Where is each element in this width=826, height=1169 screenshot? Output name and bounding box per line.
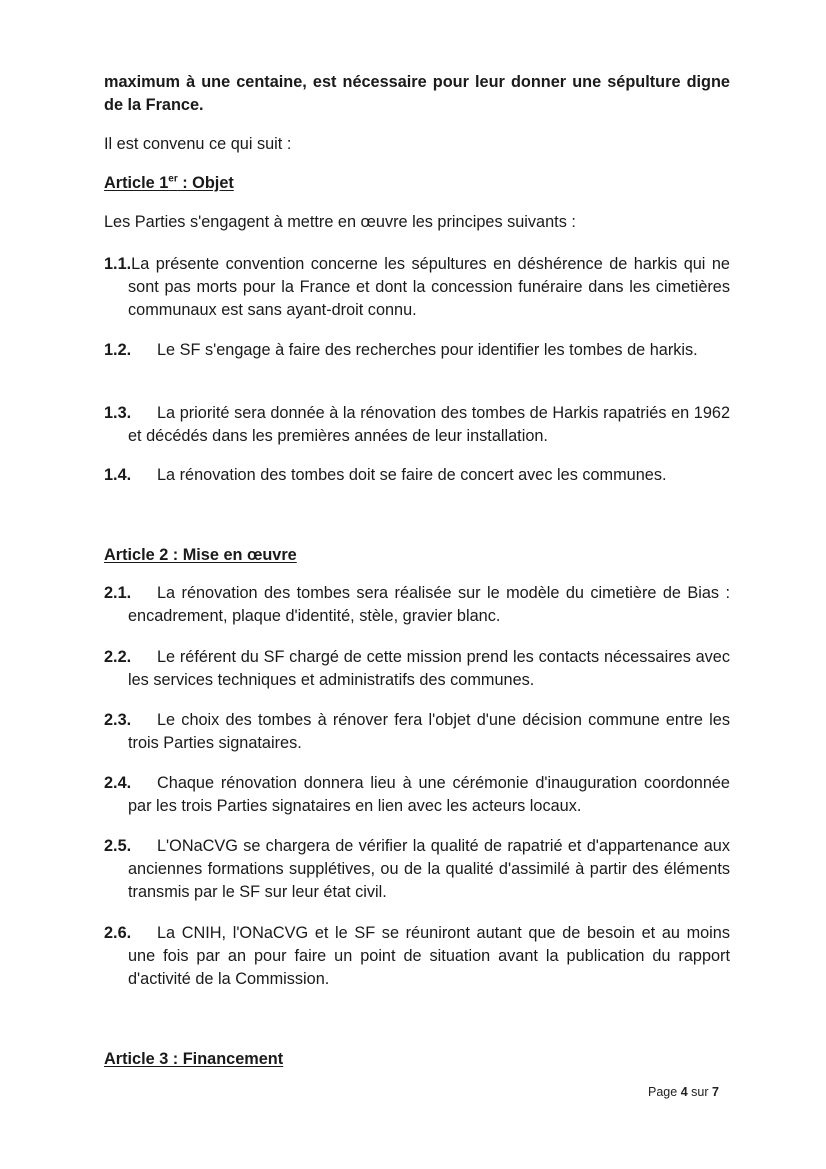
- list-item-2-4: [104, 772, 730, 818]
- article-3-heading: Article 3 : Financement: [104, 1050, 284, 1068]
- item-number: 1.3.: [104, 404, 132, 422]
- agreement-statement: Il est convenu ce qui suit :: [104, 135, 292, 153]
- list-item-2-5: [104, 835, 730, 904]
- item-text: La rénovation des tombes doit se faire de concert avec les communes.: [157, 466, 667, 484]
- list-item-2-2: [104, 646, 730, 692]
- item-text: La priorité sera donnée à la rénovation des tombes de Harkis rapatriés en 1962 et décédés dans les premières années de leur installation.: [128, 404, 730, 445]
- item-text: Le référent du SF chargé de cette mission prend les contacts nécessaires avec les services techniques et administratifs des communes.: [128, 648, 730, 689]
- item-text: La rénovation des tombes sera réalisée sur le modèle du cimetière de Bias : encadrement, plaque d'identité, stèle, gravier blanc.: [128, 584, 730, 625]
- total-pages: 7: [711, 1085, 719, 1099]
- item-number: 1.2.: [104, 341, 132, 359]
- list-item-1-1: [104, 253, 730, 322]
- article-1-heading-prefix: Article 1: [104, 174, 169, 192]
- item-number: 1.4.: [104, 466, 132, 484]
- item-number: 2.6.: [104, 924, 132, 942]
- item-number: 2.3.: [104, 711, 132, 729]
- list-item-1-4: [104, 464, 730, 487]
- item-number: 2.4.: [104, 774, 132, 792]
- list-item-2-6: [104, 922, 730, 991]
- article-2-heading: Article 2 : Mise en œuvre: [104, 546, 297, 564]
- carryover-paragraph: maximum à une centaine, est nécessaire pour leur donner une sépulture digne de la France.: [104, 73, 730, 114]
- list-item-1-2: [104, 339, 730, 362]
- item-text: Chaque rénovation donnera lieu à une cérémonie d'inauguration coordonnée par les trois Parties signataires en lien avec les acteurs locaux.: [128, 774, 730, 815]
- list-item-2-1: [104, 582, 730, 628]
- current-page: 4: [680, 1085, 688, 1099]
- item-text: Le choix des tombes à rénover fera l'objet d'une décision commune entre les trois Parties signataires.: [128, 711, 730, 752]
- article-1-heading-sup: er: [168, 173, 178, 185]
- item-text: La présente convention concerne les sépultures en déshérence de harkis qui ne sont pas morts pour la France et dont la concession funéraire dans les cimetières communaux est sans ayant-droit connu.: [128, 255, 730, 319]
- item-text: Le SF s'engage à faire des recherches pour identifier les tombes de harkis.: [157, 341, 698, 359]
- list-item-2-3: [104, 709, 730, 755]
- page-number-footer: [648, 1084, 719, 1100]
- item-number: 2.5.: [104, 837, 132, 855]
- item-number: 2.2.: [104, 648, 132, 666]
- page-label: Page: [648, 1085, 678, 1099]
- item-number: 1.1.: [104, 255, 132, 273]
- of-label: sur: [691, 1085, 709, 1099]
- article-1-heading-suffix: : Objet: [177, 174, 234, 192]
- item-text: La CNIH, l'ONaCVG et le SF se réuniront autant que de besoin et au moins une fois par an pour faire un point de situation avant la publication du rapport d'activité de la Commission.: [128, 924, 730, 988]
- list-item-1-3: [104, 402, 730, 448]
- article-1-lead: Les Parties s'engagent à mettre en œuvre les principes suivants :: [104, 213, 576, 231]
- item-number: 2.1.: [104, 584, 132, 602]
- item-text: L'ONaCVG se chargera de vérifier la qualité de rapatrié et d'appartenance aux anciennes formations supplétives, ou de la qualité d'assimilé à partir des éléments transmis par le SF sur leur état civil.: [128, 837, 730, 901]
- article-1-heading: [104, 172, 234, 195]
